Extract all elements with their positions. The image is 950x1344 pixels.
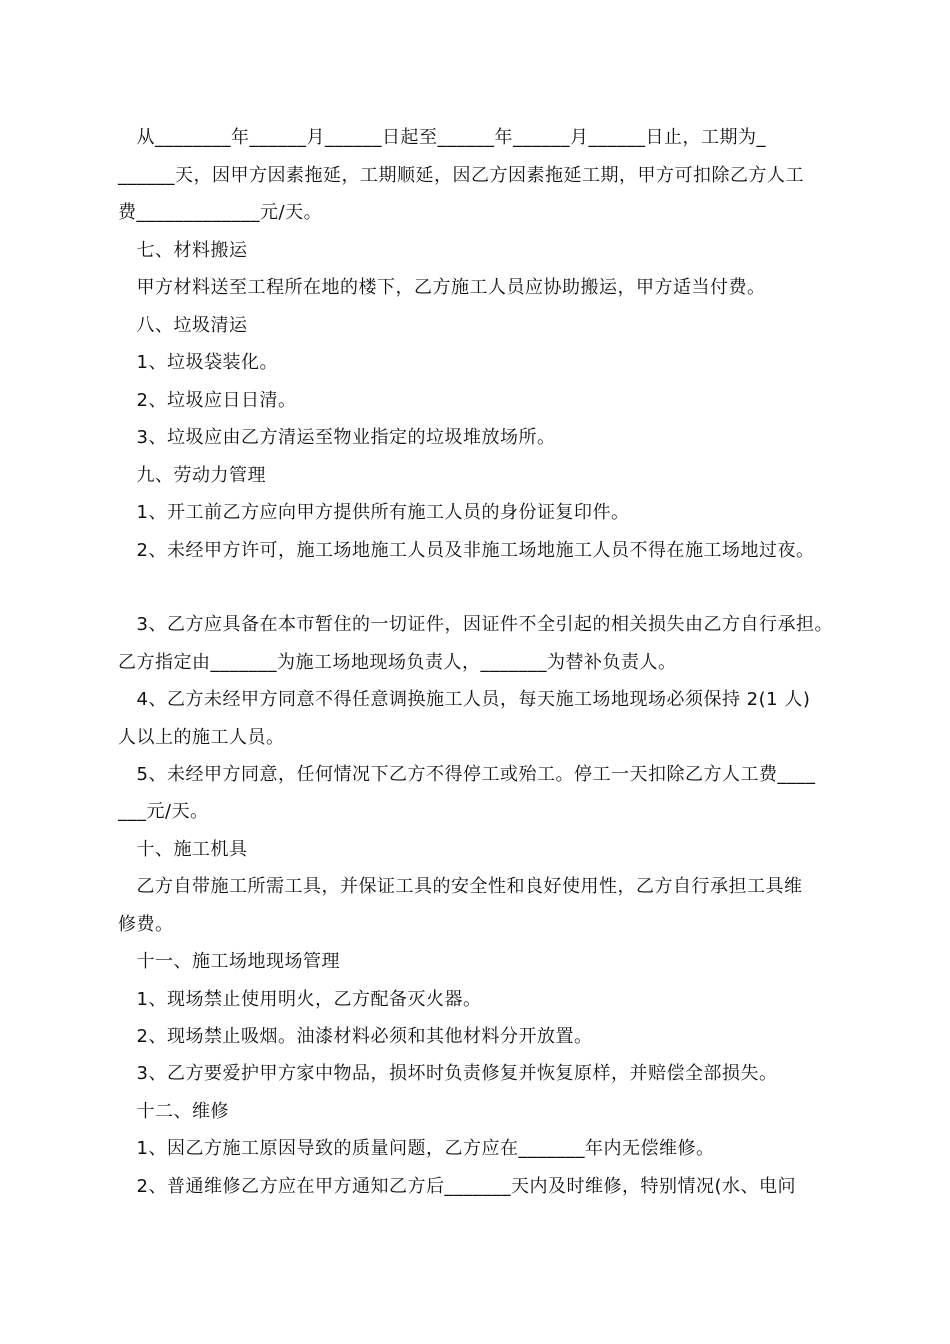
text-line: 2、普通维修乙方应在甲方通知乙方后_______天内及时维修，特别情况(水、电问 <box>118 1176 796 1197</box>
section-heading: 十一、施工场地现场管理 <box>118 951 340 972</box>
text-line: 4、乙方未经甲方同意不得任意调换施工人员，每天施工场地现场必须保持 2(1 人) <box>118 689 811 710</box>
text-line: 1、现场禁止使用明火，乙方配备灭火器。 <box>118 989 482 1010</box>
section-heading: 十、施工机具 <box>118 839 248 860</box>
text-line: 人以上的施工人员。 <box>118 727 285 748</box>
text-line: 乙方自带施工所需工具，并保证工具的安全性和良好使用性，乙方自行承担工具维 <box>118 876 803 897</box>
text-line: 3、乙方要爱护甲方家中物品，损坏时负责修复并恢复原样，并赔偿全部损失。 <box>118 1063 778 1084</box>
text-line: 2、垃圾应日日清。 <box>118 390 297 411</box>
section-heading: 七、材料搬运 <box>118 240 248 261</box>
section-heading: 十二、维修 <box>118 1101 229 1122</box>
section-heading: 八、垃圾清运 <box>118 315 248 336</box>
text-line: 甲方材料送至工程所在地的楼下，乙方施工人员应协助搬运，甲方适当付费。 <box>118 277 766 298</box>
text-line: 3、垃圾应由乙方清运至物业指定的垃圾堆放场所。 <box>118 427 556 448</box>
text-line: 1、垃圾袋装化。 <box>118 352 278 373</box>
text-line: 从________年______月______日起至______年______月______日止，工期为_ <box>118 127 766 148</box>
section-heading: 九、劳动力管理 <box>118 465 266 486</box>
text-line: 1、因乙方施工原因导致的质量问题，乙方应在_______年内无偿维修。 <box>118 1138 715 1159</box>
text-line: 2、未经甲方许可，施工场地施工人员及非施工场地施工人员不得在施工场地过夜。 <box>118 540 815 561</box>
text-line: 5、未经甲方同意，任何情况下乙方不得停工或殆工。停工一天扣除乙方人工费____ <box>118 764 816 785</box>
text-line: 3、乙方应具备在本市暂住的一切证件，因证件不全引起的相关损失由乙方自行承担。 <box>118 614 833 635</box>
text-line: 乙方指定由_______为施工场地现场负责人，_______为替补负责人。 <box>118 652 677 673</box>
text-line: ___元/天。 <box>118 801 209 822</box>
text-line: 修费。 <box>118 914 174 935</box>
text-line: 2、现场禁止吸烟。油漆材料必须和其他材料分开放置。 <box>118 1026 593 1047</box>
text-line: 费_____________元/天。 <box>118 202 323 223</box>
text-line: 1、开工前乙方应向甲方提供所有施工人员的身份证复印件。 <box>118 502 630 523</box>
text-line: ______天，因甲方因素拖延，工期顺延，因乙方因素拖延工期，甲方可扣除乙方人工 <box>118 165 804 186</box>
